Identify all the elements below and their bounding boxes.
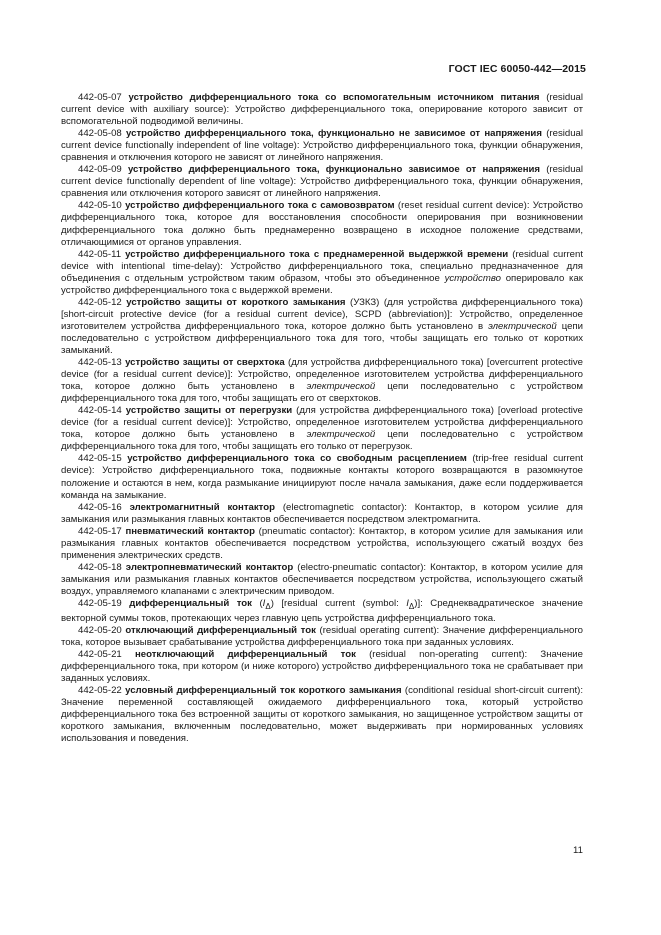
term-text: цепи последовательно с устройством дифференциального тока для того, чтобы защищать его только от коротких замыканий.	[61, 320, 583, 356]
term-text: 442-05-19	[78, 597, 130, 609]
term-text: (conditional residual short-circuit current): Значение переменной составляющей ожидаемого дифференциального тока, который устройство дифференциального тока без встроенной защиты от короткого замыкания, но защищенное устройством защиты от короткого замыкания, включенным последовательно, может выдерживать при нормированных условиях использования и поведения.	[61, 685, 584, 745]
italic-text: электрической	[306, 429, 376, 441]
term-text: 442-05-14	[78, 405, 126, 417]
term-text: 442-05-07	[78, 92, 129, 103]
term-text: 442-05-17	[78, 525, 126, 537]
term-name: пневматический контактор	[125, 525, 255, 537]
term-entry	[61, 92, 583, 128]
term-entry	[61, 502, 583, 526]
italic-text: устройство	[444, 272, 501, 284]
italic-text: электрической	[488, 320, 557, 332]
term-text: (для устройства дифференциального тока) [overcurrent protective device (for a residual current device)]: Устройство, определенное изготовителем устройства дифференциального тока, которое должно быть установлено в	[61, 357, 584, 393]
term-text: (residual current device functionally dependent of line voltage): Устройство дифференциального тока, функции обнаружения, сравнения или отключения которого зависят от линейного напряжения.	[61, 164, 583, 200]
term-text: (residual current device functionally independent of line voltage): Устройство дифференциального тока, функции обнаружения, сравнения и отключения которого не зависят от линейного напряжения.	[61, 128, 584, 164]
term-text: (electro-pneumatic contactor): Контактор, в котором усилие для замыкания или размыкания главных контактов обеспечивается посредством устройства, использующего сжатый воздух, управляемого клапанами с электрическим приводом.	[61, 561, 583, 597]
term-entry	[61, 297, 583, 357]
italic-text: I	[406, 597, 409, 609]
subscript: Δ	[408, 601, 415, 611]
term-text: 442-05-09	[78, 164, 128, 176]
term-text: (residual operating current): Значение дифференциального тока, которое вызывает срабатывание устройства дифференциального тока при заданных условиях.	[61, 624, 584, 649]
term-name: устройство дифференциального тока с самовозвратом	[125, 200, 395, 212]
term-entry	[61, 128, 583, 164]
term-entry	[61, 625, 583, 649]
term-text: 442-05-08	[78, 128, 127, 140]
term-text: (УЗКЗ) (для устройства дифференциального тока) [short-circuit protective device (for a residual current device), SCPD (abbreviation)]: Устройство, определенное изготовителем устройства дифференциального тока, которое должно быть установлено в	[61, 296, 584, 332]
term-text: оперировало как устройство дифференциального тока с выдержкой времени.	[61, 272, 583, 296]
term-text: (	[251, 597, 263, 609]
term-text: (trip-free residual current device): Устройство дифференциального тока, подвижные контакты которого возвращаются в разомкнутое положение и остаются в нем, когда размыкание инициируют после начала замыкания, даже если поддерживается команда на замыкание.	[61, 453, 584, 501]
term-entry	[61, 249, 583, 297]
term-text: ) [residual current (symbol:	[270, 597, 407, 609]
italic-text: электрической	[306, 381, 376, 393]
term-name: устройство дифференциального тока со вспомогательным источником питания	[128, 92, 540, 103]
terms-body	[61, 92, 583, 745]
term-text: 442-05-12	[78, 296, 127, 308]
term-entry	[61, 200, 583, 248]
term-name: устройство защиты от перегрузки	[125, 405, 293, 417]
term-name: устройство дифференциального тока, функционально не зависимое от напряжения	[126, 128, 542, 140]
term-text: цепи последовательно с устройством дифференциального тока для того, чтобы защищать его только от перегрузок.	[61, 429, 583, 453]
term-entry	[61, 598, 583, 625]
standard-code-header: ГОСТ IEC 60050-442—2015	[448, 63, 586, 75]
term-text: 442-05-18	[78, 561, 126, 573]
term-name: устройство дифференциального тока с преднамеренной выдержкой времени	[125, 248, 509, 260]
term-entry	[61, 685, 583, 745]
term-text: (residual current device with auxiliary source): Устройство дифференциального тока, оперирование которого зависит от вспомогательной подводимой величины.	[61, 92, 583, 128]
term-name: электропневматический контактор	[125, 561, 294, 573]
term-name: устройство дифференциального тока, функционально зависимое от напряжения	[127, 164, 540, 176]
term-name: условный дифференциальный ток короткого замыкания	[125, 685, 402, 697]
italic-text: I	[262, 597, 266, 609]
term-text: (для устройства дифференциального тока) [overload protective device (for a residual current device)]: Устройство, определенное изготовителем устройства дифференциального тока, которое должно быть установлено в	[61, 405, 583, 441]
term-name: устройство защиты от короткого замыкания	[126, 296, 346, 308]
subscript: Δ	[265, 601, 271, 611]
term-name: отключающий дифференциальный ток	[125, 624, 316, 636]
term-text: (reset residual current device): Устройство дифференциального тока, которое для восстановления способности оперирования при возникновении дифференциального тока должно быть преднамеренно возвращено в исходное положение средствами, отличающимися от органов управления.	[61, 200, 584, 248]
term-name: устройство дифференциального тока со свободным расцеплением	[127, 453, 467, 465]
term-entry	[61, 453, 583, 501]
term-text: 442-05-16	[78, 501, 130, 513]
term-name: электромагнитный контактор	[129, 501, 275, 513]
term-text: (residual non-operating current): Значение дифференциального тока, при котором (и ниже которого) устройство дифференциального тока не срабатывает при заданных условиях.	[61, 649, 583, 685]
term-entry	[61, 649, 583, 685]
term-entry	[61, 357, 583, 405]
page-number: 11	[573, 845, 583, 856]
term-name: дифференциальный ток	[129, 597, 252, 609]
term-text: 442-05-10	[78, 200, 126, 212]
term-text: 442-05-15	[78, 453, 128, 465]
term-text: 442-05-21	[78, 649, 135, 661]
term-entry	[61, 164, 583, 200]
term-entry	[61, 562, 583, 598]
term-entry	[61, 405, 583, 453]
term-entry	[61, 526, 583, 562]
term-text: (electromagnetic contactor): Контактор, в котором усилие для замыкания или размыкания главных контактов обеспечивается посредством электромагнита.	[61, 501, 583, 525]
term-text: 442-05-22	[78, 685, 126, 697]
term-text: 442-05-20	[78, 624, 126, 636]
term-text: 442-05-11	[78, 248, 126, 260]
term-text: )]: Среднеквадратическое значение векторной суммы токов, протекающих через главную цепь устройства дифференциального тока.	[61, 597, 583, 624]
term-name: неотключающий дифференциальный ток	[134, 649, 356, 661]
term-text: цепи последовательно с устройством дифференциального тока для того, чтобы защищать его от сверхтоков.	[61, 381, 583, 405]
term-text: (pneumatic contactor): Контактор, в котором усилие для замыкания или размыкания главных контактов обеспечивается посредством устройства, использующего сжатый воздух без применения электрических средств.	[61, 525, 583, 561]
term-name: устройство защиты от сверхтока	[125, 357, 285, 369]
term-text: 442-05-13	[78, 357, 126, 369]
term-text: (residual current device with intentional time-delay): Устройство дифференциального тока, специально предназначенное для объединения с отдельным устройством таким образом, чтобы это объединенное	[61, 248, 583, 284]
